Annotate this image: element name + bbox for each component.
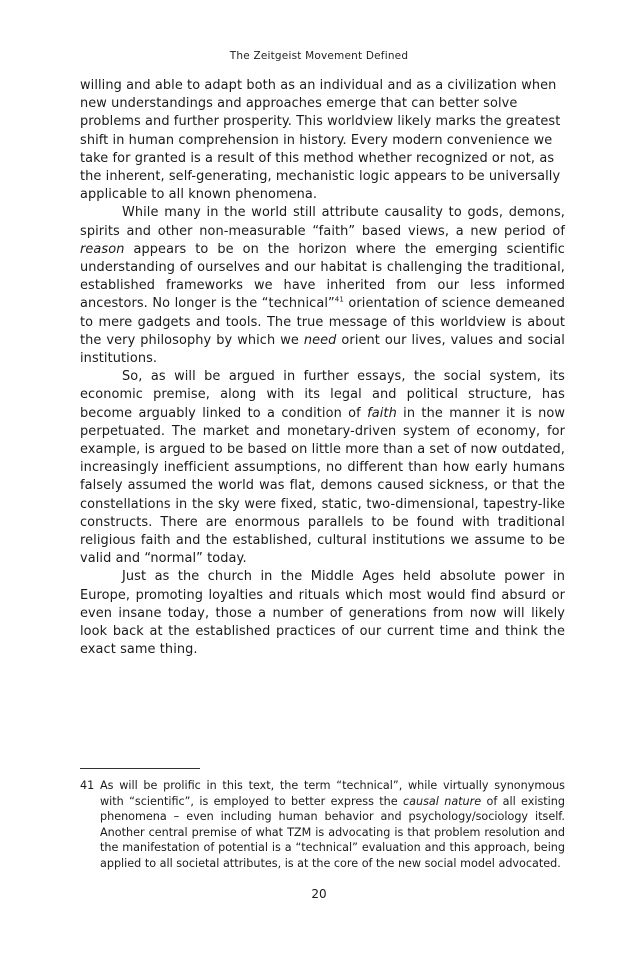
paragraph-1: willing and able to adapt both as an individual and as a civilization when new understandings and approaches emerge that can better solve problems and further prosperity. This worldview likely marks the greatest shift in human comprehension in history. Every modern convenience we take for granted is a result of this method whether recognized or not, as the inherent, self-generating, mechanistic logic appears to be universally applicable to all known phenomena. — [80, 78, 561, 203]
footnote-text-part-a: As will be prolific in this text, the term “technical”, while virtually synonymous with “scientific”, is employed to better express the — [100, 779, 565, 808]
paragraph-3-part-a: So, as will be argued in further essays, the social system, its economic premise, along with its legal and political structure, has become arguably linked to a condition of — [80, 369, 565, 421]
footnote-reference-41: 41 — [334, 296, 344, 305]
paragraph-2 — [80, 204, 565, 368]
footnote-41 — [80, 778, 565, 872]
paragraph-2-part-c: orientation of science demeaned to mere gadgets and tools. The true message of this worldview is about the very philosophy by which we — [80, 296, 565, 348]
paragraph-3-part-b: in the manner it is now perpetuated. The market and monetary-driven system of economy, for example, is argued to be based on little more than a set of now outdated, increasingly inefficient assumptions, no different than how early humans falsely assumed the world was flat, demons caused sickness, or that the constellations in the sky were fixed, static, two-dimensional, tapestry-like constructs. There are enormous parallels to be found with traditional religious faith and the established, cultural institutions we assume to be valid and “normal” today. — [80, 405, 566, 567]
body-text — [80, 77, 565, 660]
paragraph-2-part-d: orient our lives, values and social institutions. — [80, 332, 565, 367]
emphasis-causal-nature: causal nature — [402, 794, 482, 808]
running-header: The Zeitgeist Movement Defined — [229, 50, 409, 62]
emphasis-reason: reason — [80, 241, 125, 257]
footnote-divider — [80, 768, 200, 769]
emphasis-faith: faith — [367, 405, 397, 421]
paragraph-2-part-b: appears to be on the horizon where the emerging scientific understanding of ourselves and our habitat is challenging the traditional, established frameworks we have inherited from our less informed ancestors. No longer is the “technical” — [80, 241, 565, 312]
footnote-text-part-b: of all existing phenomena – even including human behavior and psychology/sociology itself. Another central premise of what TZM is advocating is that problem resolution and the manifestation of potential is a “technical” evaluation and this approach, being applied to all societal attributes, is at the core of the new social model advocated. — [100, 794, 565, 870]
page-number: 20 — [311, 887, 327, 901]
paragraph-4: Just as the church in the Middle Ages held absolute power in Europe, promoting loyalties and rituals which most would find absurd or even insane today, those a number of generations from now will likely look back at the established practices of our current time and think the exact same thing. — [80, 569, 565, 658]
paragraph-2-part-a: While many in the world still attribute causality to gods, demons, spirits and other non-measurable “faith” based views, a new period of — [80, 205, 565, 239]
footnote-text — [100, 778, 565, 872]
emphasis-need: need — [303, 332, 337, 348]
footnote-number: 41 — [80, 779, 95, 792]
paragraph-3 — [80, 368, 565, 568]
